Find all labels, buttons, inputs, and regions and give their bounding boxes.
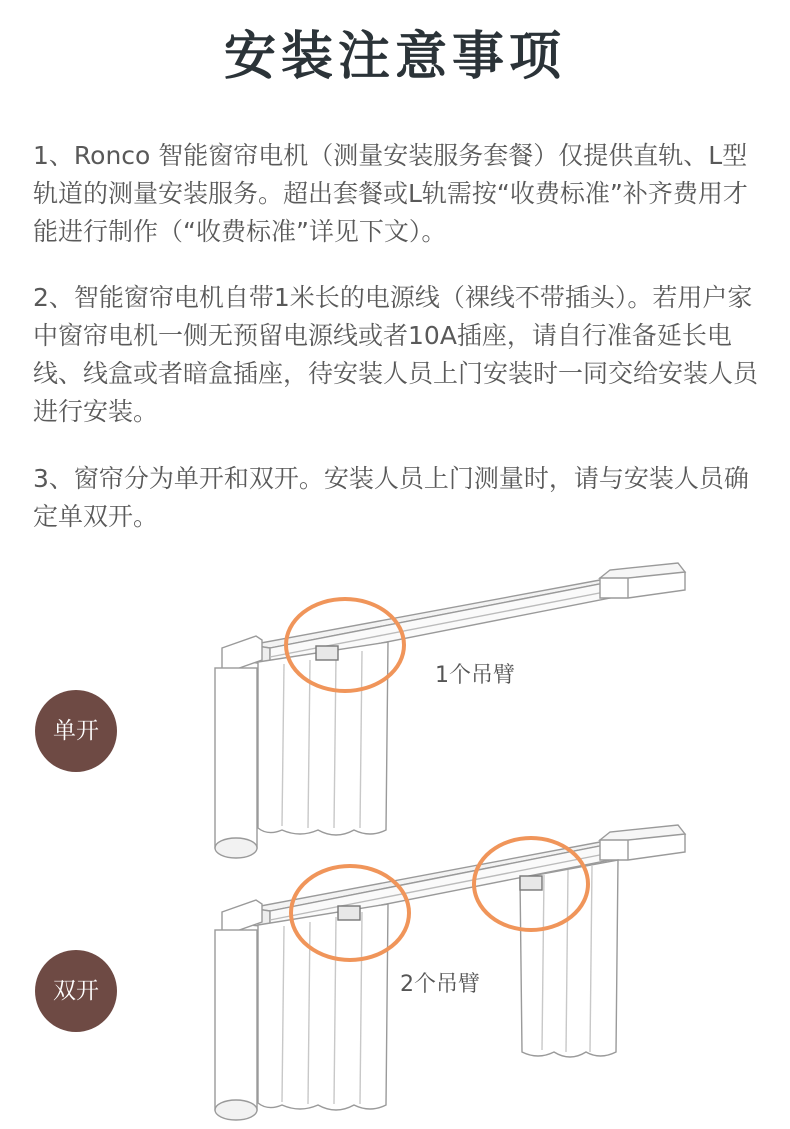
double-open-badge: 双开 xyxy=(35,950,117,1032)
double-arm-label: 2个吊臂 xyxy=(400,972,480,997)
note-paragraph-3: 3、窗帘分为单开和双开。安装人员上门测量时，请与安装人员确定单双开。 xyxy=(33,464,749,531)
single-arm-label: 1个吊臂 xyxy=(435,663,515,688)
single-open-illustration xyxy=(215,563,685,858)
note-paragraph-1: 1、Ronco 智能窗帘电机（测量安装服务套餐）仅提供直轨、L型轨道的测量安装服务。超出套餐或L轨需按“收费标准”补齐费用才能进行制作（“收费标准”详见下文）。 xyxy=(33,141,748,246)
single-open-badge: 单开 xyxy=(35,690,117,772)
page-title: 安装注意事项 xyxy=(223,27,566,87)
note-paragraph-2: 2、智能窗帘电机自带1米长的电源线（裸线不带插头）。若用户家中窗帘电机一侧无预留电源线或者10A插座，请自行准备延长电线、线盒或者暗盒插座，待安装人员上门安装时一同交给安装人员进行安装。 xyxy=(33,283,759,426)
